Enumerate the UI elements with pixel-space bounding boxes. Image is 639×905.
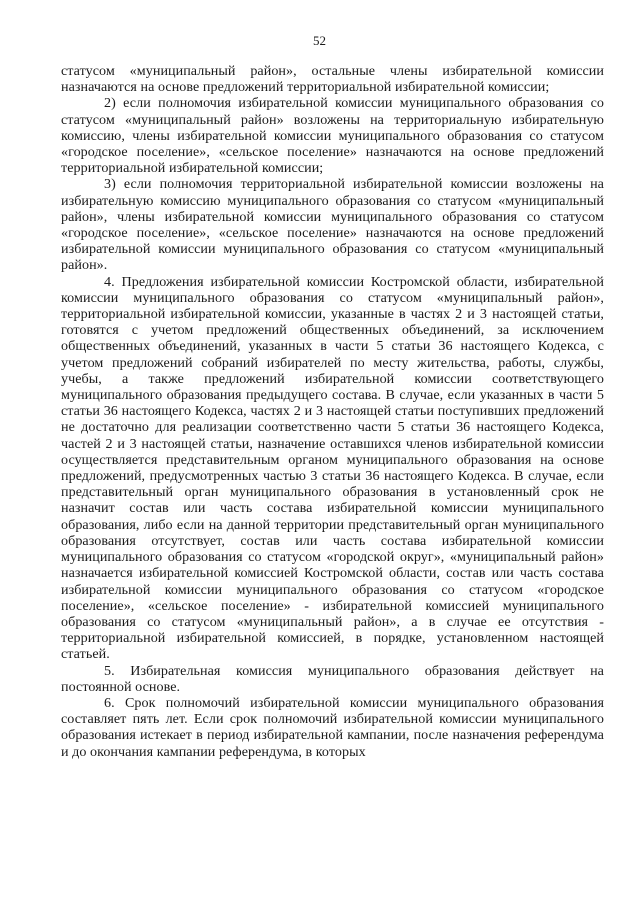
paragraph-item-2: 2) если полномочия избирательной комиссии муниципального образования со статусом «муниципальный район» возложены на территориальную избирательную комиссию, члены избирательной комиссии муниципального образования со статусом «городское поселение», «сельское поселение» назначаются на основе предложений территориальной избирательной комиссии; bbox=[61, 95, 604, 177]
paragraph-item-3: 3) если полномочия территориальной избирательной комиссии возложены на избирательную комиссию муниципального образования со статусом «муниципальный район», члены избирательной комиссии муниципального образования со статусом «городское поселение», «сельское поселение» назначаются на основе предложений избирательной комиссии муниципального образования со статусом «муниципальный район». bbox=[61, 176, 604, 274]
document-body bbox=[61, 63, 604, 760]
paragraph-part-5: 5. Избирательная комиссия муниципального образования действует на постоянной основе. bbox=[61, 662, 604, 695]
paragraph-part-6: 6. Срок полномочий избирательной комиссии муниципального образования составляет пять лет. Если срок полномочий избирательной комиссии муниципального образования истекает в период избирательной кампании, после назначения референдума и до окончания кампании референдума, в которых bbox=[61, 694, 604, 760]
page-number: 52 bbox=[313, 33, 326, 48]
paragraph-part-4: 4. Предложения избирательной комиссии Костромской области, избирательной комиссии муниципального образования со статусом «муниципальный район», территориальной избирательной комиссии, указанные в частях 2 и 3 настоящей статьи, готовятся с учетом предложений общественных объединений, за исключением общественных объединений, указанных в части 5 статьи 36 настоящего Кодекса, с учетом предложений собраний избирателей по месту жительства, работы, службы, учебы, а также предложений избирательной комиссии соответствующего муниципального образования предыдущего состава. В случае, если указанных в части 5 статьи 36 настоящего Кодекса, частях 2 и 3 настоящей статьи поступивших предложений не достаточно для реализации соответственно части 5 статьи 36 настоящего Кодекса, частей 2 и 3 настоящей статьи, назначение оставшихся членов избирательной комиссии осуществляется представительным органом муниципального образования на основе предложений, предусмотренных частью 3 статьи 36 настоящего Кодекса. В случае, если представительный орган муниципального образования в установленный срок не назначит состав или часть состава избирательной комиссии муниципального образования, либо если на данной территории представительный орган муниципального образования отсутствует, состав или часть состава избирательной комиссии муниципального образования со статусом «городской округ», «муниципальный район» назначается избирательной комиссией Костромской области, состав или часть состава избирательной комиссии муниципального образования со статусом «городское поселение», «сельское поселение» - избирательной комиссией муниципального образования со статусом «муниципальный район», а в случае ее отсутствия - территориальной избирательной комиссией, в порядке, установленном настоящей статьей. bbox=[61, 273, 604, 663]
paragraph-continuation: статусом «муниципальный район», остальные члены избирательной комиссии назначаются на основе предложений территориальной избирательной комиссии; bbox=[61, 63, 604, 96]
